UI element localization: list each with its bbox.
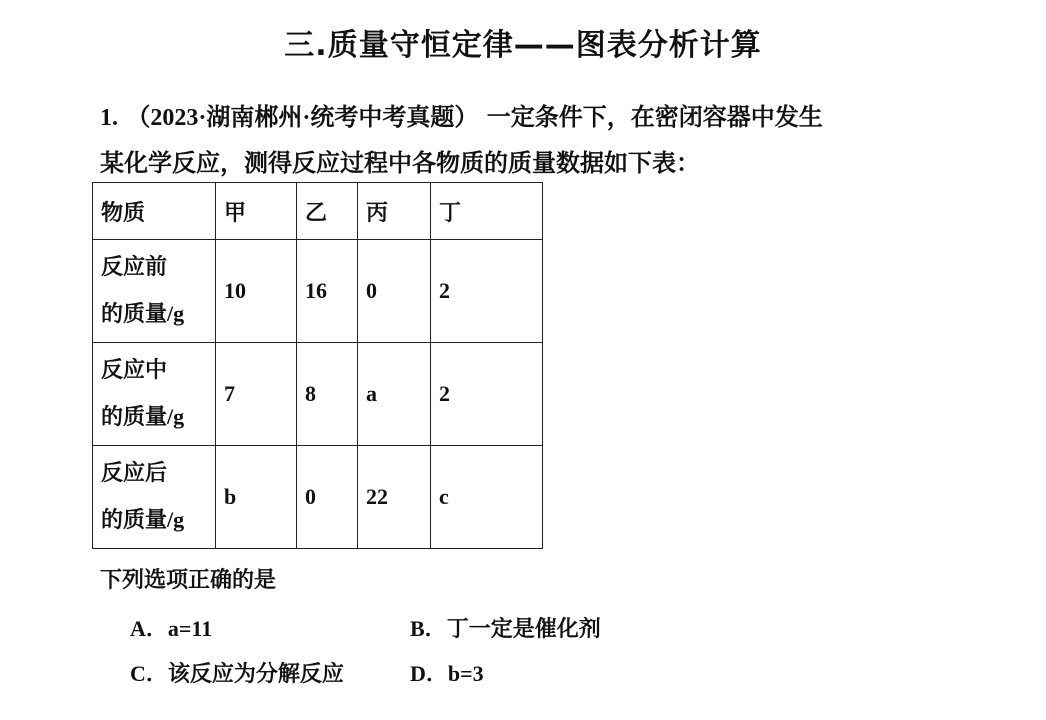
question-number: 1. xyxy=(100,105,118,131)
row-label-line-1: 反应前 xyxy=(101,255,168,280)
option-text: b=3 xyxy=(447,661,484,686)
option-d[interactable] xyxy=(410,657,484,688)
row-label-line-1: 反应中 xyxy=(101,358,168,383)
row-label-line-2: 的质量/g xyxy=(101,404,185,429)
table-cell: 0 xyxy=(297,446,358,549)
row-label xyxy=(93,240,216,343)
table-row xyxy=(93,446,543,549)
option-letter: C． xyxy=(130,661,168,686)
table-row xyxy=(93,240,543,343)
table-header-cell: 丁 xyxy=(431,183,543,240)
page-title: 三.质量守恒定律——图表分析计算 xyxy=(284,28,762,63)
table-cell: 16 xyxy=(297,240,358,343)
table-cell: 10 xyxy=(216,240,297,343)
row-label-line-2: 的质量/g xyxy=(101,507,185,532)
mass-data-table xyxy=(92,182,543,549)
table-header-row xyxy=(93,183,543,240)
question-line-1 xyxy=(100,97,823,132)
option-letter: A． xyxy=(130,616,168,641)
table-header-cell: 丙 xyxy=(358,183,431,240)
option-b[interactable] xyxy=(410,612,601,643)
table-cell: a xyxy=(358,343,431,446)
row-label xyxy=(93,343,216,446)
table-header-cell: 乙 xyxy=(297,183,358,240)
table-header-cell: 物质 xyxy=(93,183,216,240)
row-label xyxy=(93,446,216,549)
table-cell: 7 xyxy=(216,343,297,446)
question-prompt: 下列选项正确的是 xyxy=(100,568,277,593)
option-a[interactable] xyxy=(130,612,212,643)
table-cell: c xyxy=(431,446,543,549)
option-text: 该反应为分解反应 xyxy=(167,662,344,687)
row-label-line-1: 反应后 xyxy=(101,461,168,486)
option-c[interactable] xyxy=(130,657,344,688)
table-cell: 8 xyxy=(297,343,358,446)
table-cell: 0 xyxy=(358,240,431,343)
table-cell: 22 xyxy=(358,446,431,549)
question-text-1: 一定条件下，在密闭容器中发生 xyxy=(486,103,823,131)
table-cell: b xyxy=(216,446,297,549)
row-label-line-2: 的质量/g xyxy=(101,301,185,326)
option-letter: D． xyxy=(410,661,448,686)
table-cell: 2 xyxy=(431,240,543,343)
table-cell: 2 xyxy=(431,343,543,446)
table-row xyxy=(93,343,543,446)
option-letter: B． xyxy=(410,616,447,641)
option-text: 丁一定是催化剂 xyxy=(446,617,601,642)
option-text: a=11 xyxy=(167,616,213,641)
question-line-2: 某化学反应，测得反应过程中各物质的质量数据如下表： xyxy=(100,149,700,177)
table-header-cell: 甲 xyxy=(216,183,297,240)
question-source: （2023·湖南郴州·统考中考真题） xyxy=(126,105,479,131)
